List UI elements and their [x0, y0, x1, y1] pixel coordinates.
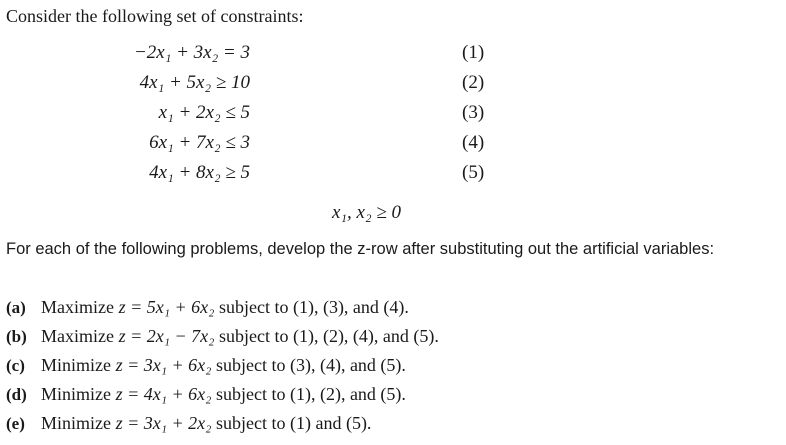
- constraint-number: (2): [462, 72, 485, 93]
- problem-objective: z = 5x₁ + 6x₂: [118, 297, 215, 317]
- problem-item: [6, 380, 439, 409]
- constraint-number: (4): [462, 132, 485, 153]
- problem-constraints: subject to (1), (2), (4), and (5).: [218, 326, 439, 346]
- problem-label: (e): [6, 414, 25, 433]
- problem-item: [6, 409, 439, 438]
- instruction-text: For each of the following problems, develop the z-row after substituting out the artificial variables:: [6, 240, 715, 258]
- constraint-number: (5): [462, 162, 485, 183]
- problem-verb: Maximize: [41, 297, 114, 317]
- problem-item: [6, 351, 439, 380]
- problem-objective: z = 3x₁ + 2x₂: [115, 413, 212, 433]
- problem-verb: Maximize: [41, 326, 114, 346]
- problem-list: [6, 293, 439, 438]
- problem-constraints: subject to (1), (3), and (4).: [218, 297, 409, 317]
- constraint-expression: 4x₁ + 5x₂ ≥ 10: [139, 72, 250, 93]
- problem-item: [6, 293, 439, 322]
- constraint-expression: −2x₁ + 3x₂ = 3: [133, 42, 250, 63]
- problem-constraints: subject to (1), (2), and (5).: [215, 384, 406, 404]
- problem-verb: Minimize: [41, 413, 111, 433]
- problem-objective: z = 2x₁ − 7x₂: [118, 326, 215, 346]
- problem-verb: Minimize: [41, 384, 111, 404]
- constraint-number: (3): [462, 102, 485, 123]
- intro-text: Consider the following set of constraints:: [6, 6, 304, 26]
- problem-constraints: subject to (3), (4), and (5).: [215, 355, 406, 375]
- constraint-expression: 4x₁ + 8x₂ ≥ 5: [149, 162, 250, 183]
- nonnegativity-constraint: x₁, x₂ ≥ 0: [332, 202, 402, 223]
- constraint-number: (1): [462, 42, 485, 63]
- problem-label: (b): [6, 327, 27, 346]
- problem-verb: Minimize: [41, 355, 111, 375]
- problem-label: (d): [6, 385, 27, 404]
- problem-item: [6, 322, 439, 351]
- constraint-expression: 6x₁ + 7x₂ ≤ 3: [149, 132, 250, 153]
- problem-label: (a): [6, 298, 26, 317]
- constraint-expression: x₁ + 2x₂ ≤ 5: [158, 102, 250, 123]
- problem-objective: z = 3x₁ + 6x₂: [115, 355, 212, 375]
- problem-label: (c): [6, 356, 25, 375]
- problem-constraints: subject to (1) and (5).: [215, 413, 372, 433]
- problem-objective: z = 4x₁ + 6x₂: [115, 384, 212, 404]
